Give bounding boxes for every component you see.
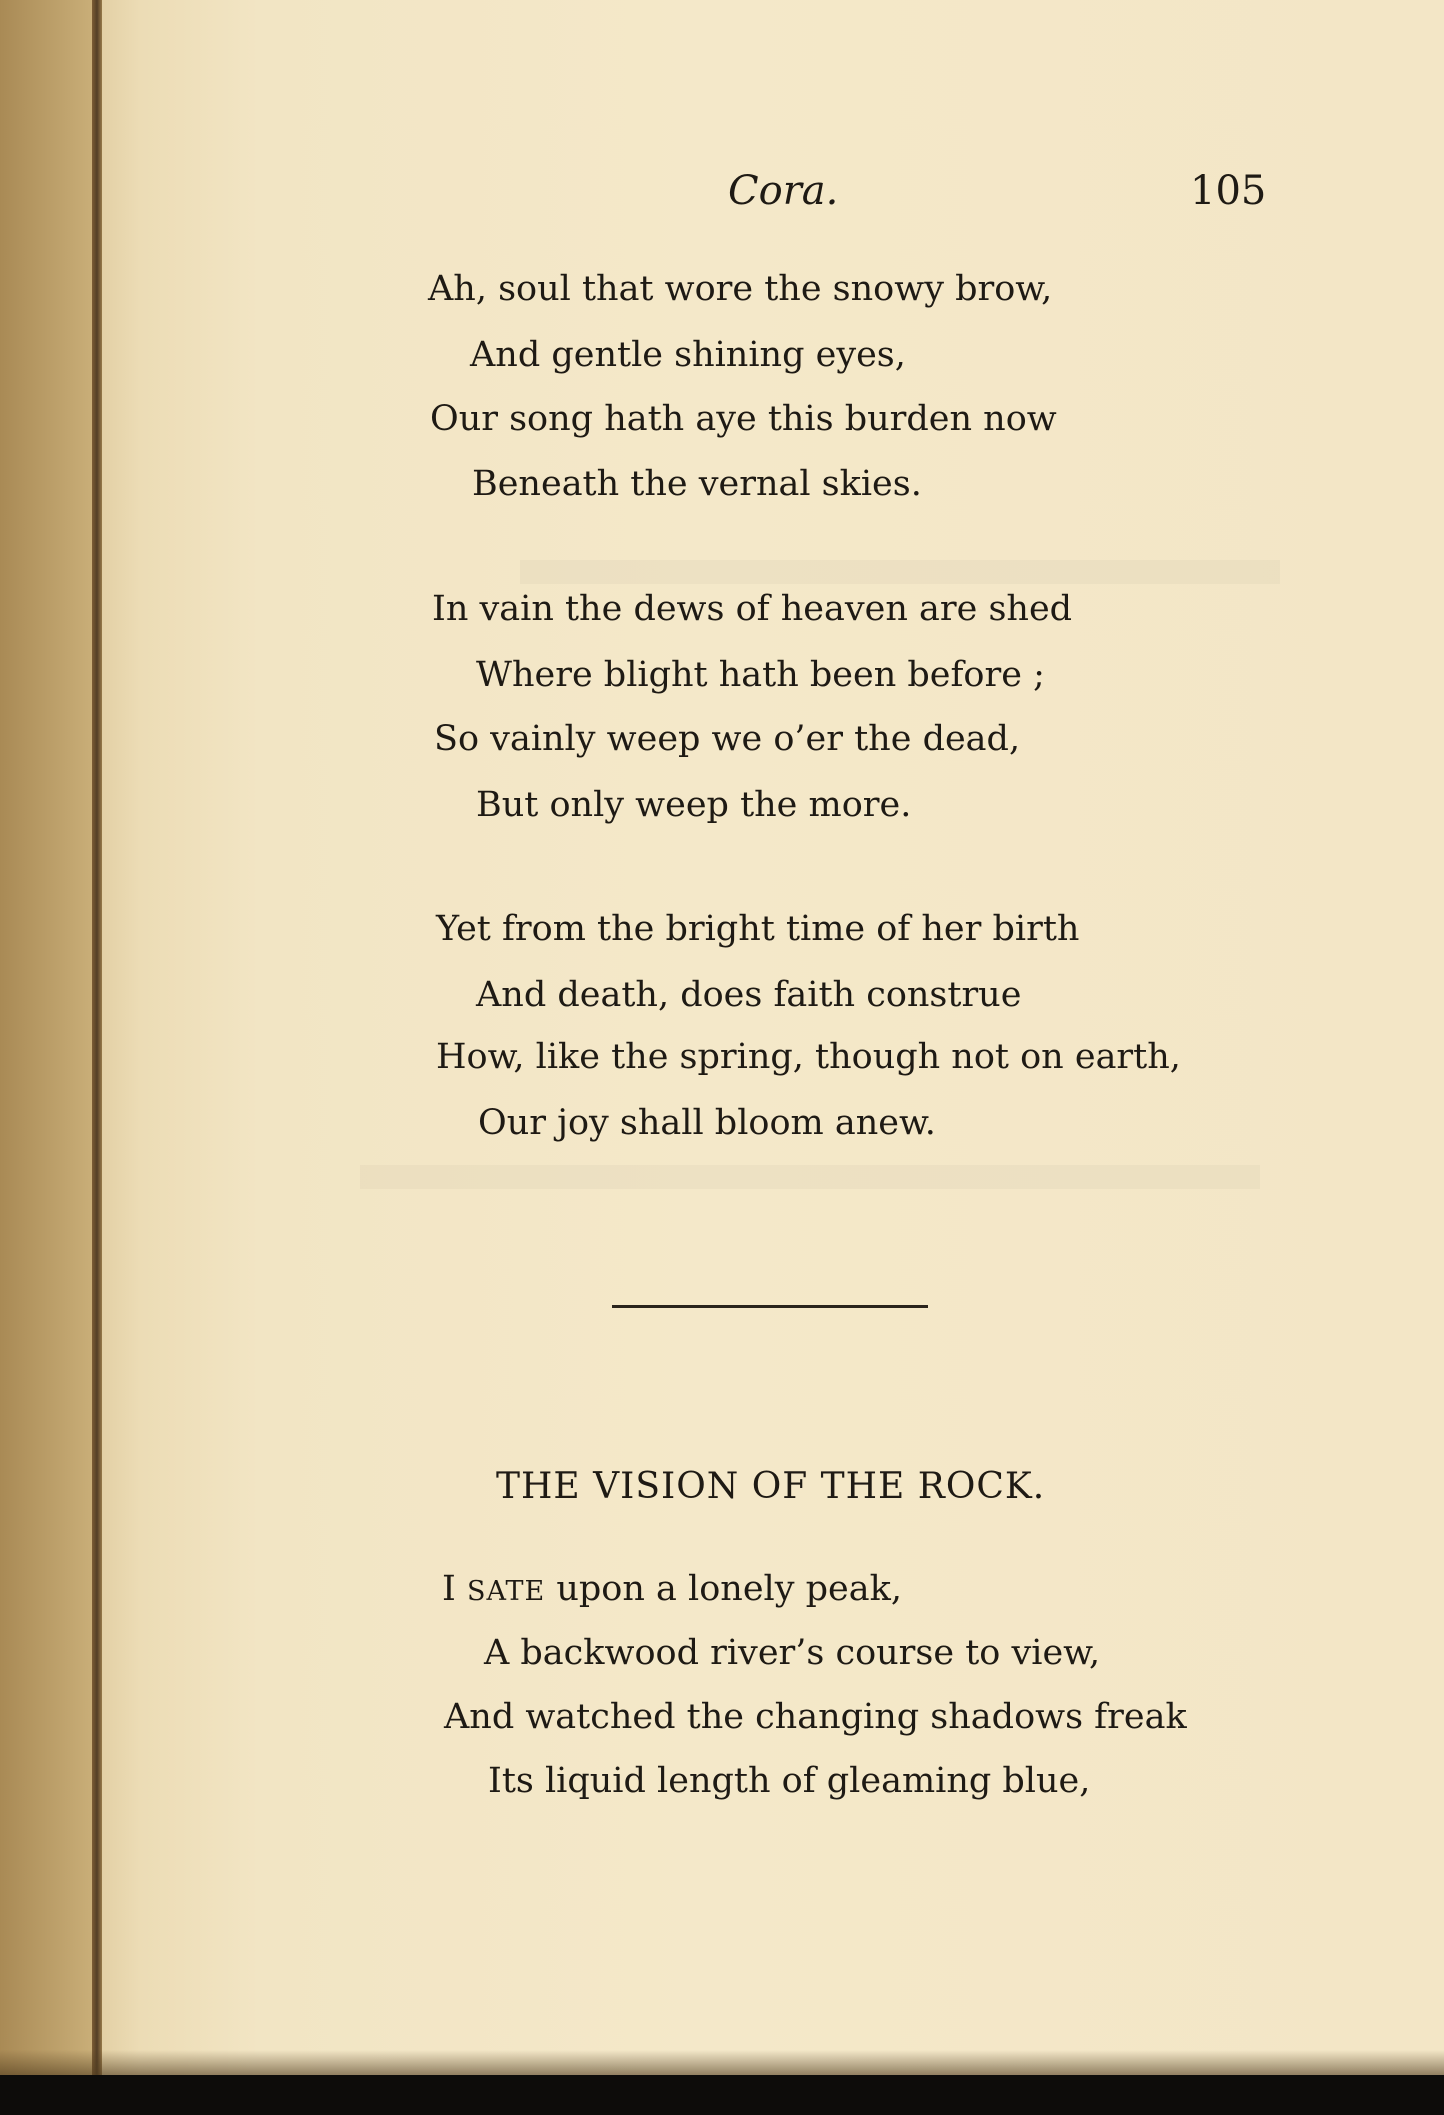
verse-line: Yet from the bright time of her birth xyxy=(436,909,1080,949)
verse-line: So vainly weep we o’er the dead, xyxy=(434,719,1021,759)
book-spine xyxy=(92,0,102,2075)
section-divider-rule xyxy=(612,1305,928,1308)
scan-background xyxy=(0,2075,1444,2115)
verse-line: Our song hath aye this burden now xyxy=(430,399,1057,439)
verse-line: Its liquid length of gleaming blue, xyxy=(488,1761,1091,1801)
page-number: 105 xyxy=(1190,168,1267,214)
page-gutter-shadow xyxy=(0,0,92,2075)
verse-line: And watched the changing shadows freak xyxy=(444,1697,1187,1737)
verse-line: Our joy shall bloom anew. xyxy=(478,1103,936,1143)
poem-title: THE VISION OF THE ROCK. xyxy=(496,1466,1046,1507)
verse-line-first xyxy=(442,1569,902,1609)
verse-line: In vain the dews of heaven are shed xyxy=(432,589,1073,629)
verse-line: Where blight hath been before ; xyxy=(476,655,1045,695)
verse-line: A backwood river’s course to view, xyxy=(484,1633,1101,1673)
verse-line: How, like the spring, though not on earth, xyxy=(436,1037,1181,1077)
verse-line: But only weep the more. xyxy=(476,785,912,825)
running-head: Cora. xyxy=(728,168,839,214)
smallcaps-word: SATE xyxy=(466,1576,546,1607)
show-through-ghost xyxy=(360,1165,1260,1189)
verse-line: Ah, soul that wore the snowy brow, xyxy=(428,269,1053,309)
page-bottom-edge xyxy=(0,2050,1444,2075)
show-through-ghost xyxy=(520,560,1280,584)
verse-line: And death, does faith construe xyxy=(476,975,1022,1015)
initial-letter: I xyxy=(442,1569,456,1609)
verse-line: And gentle shining eyes, xyxy=(470,335,906,375)
verse-line: Beneath the vernal skies. xyxy=(472,464,922,504)
verse-line-rest: upon a lonely peak, xyxy=(556,1569,902,1609)
